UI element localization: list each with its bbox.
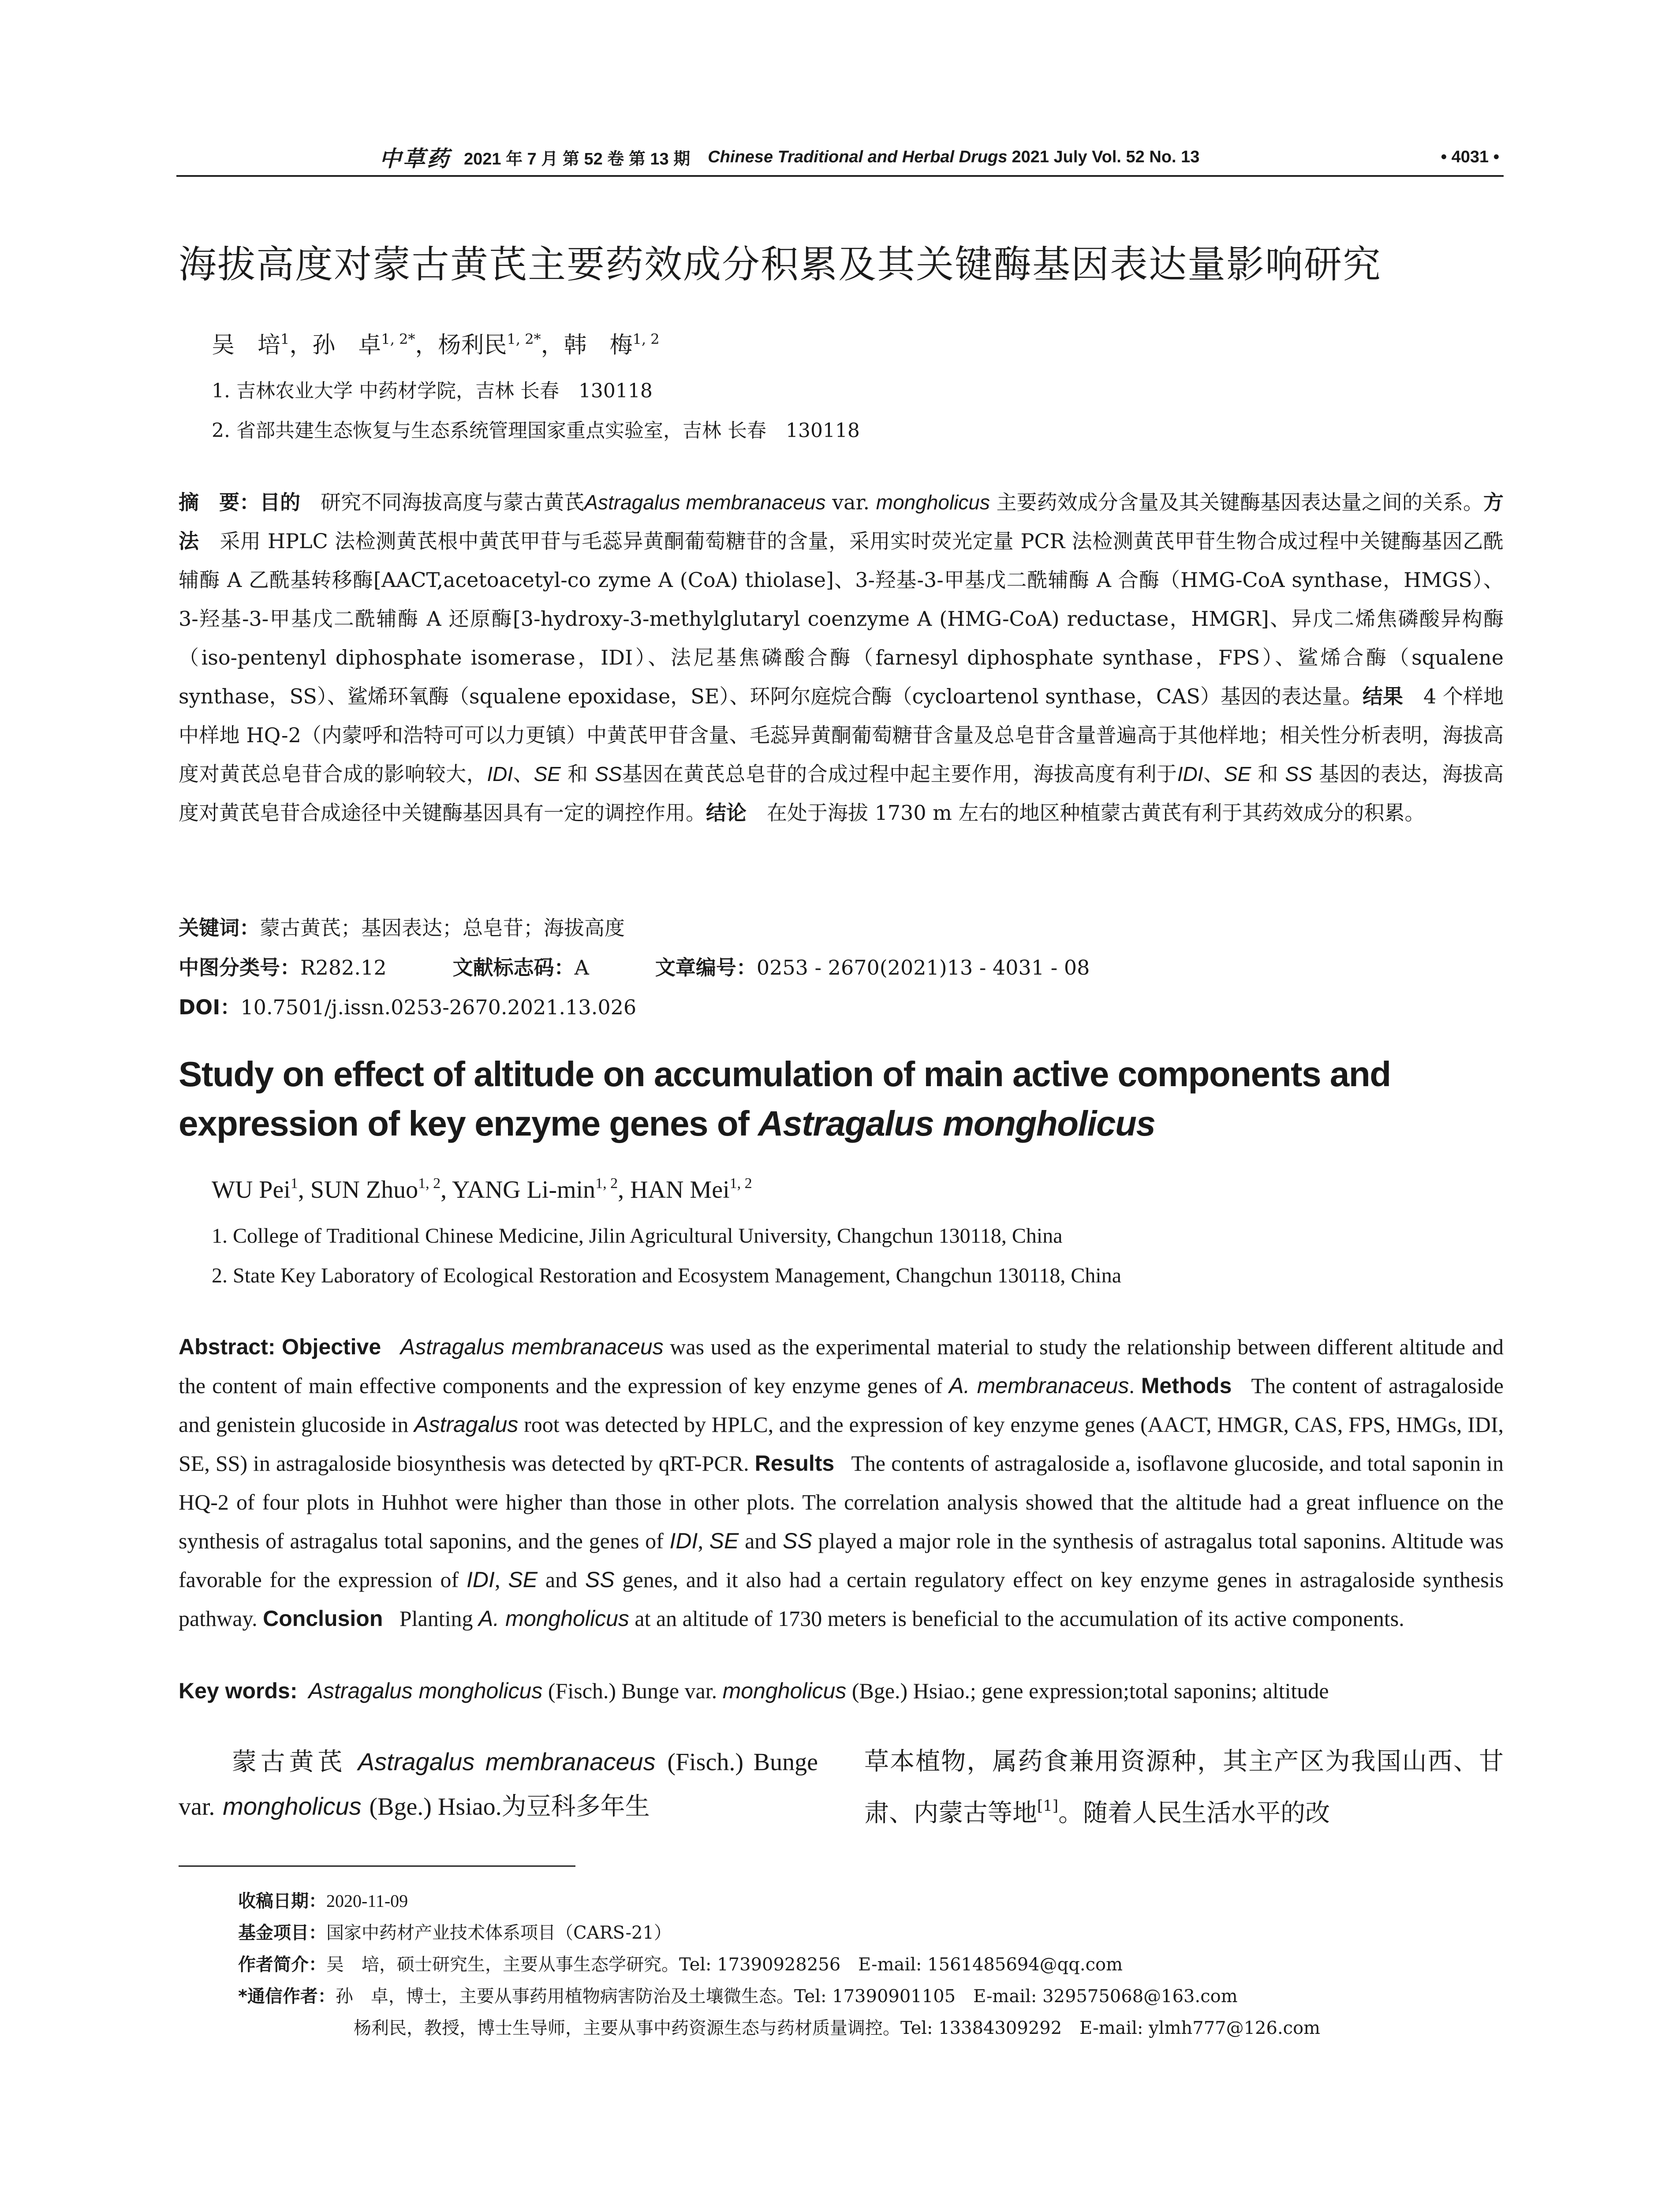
body-left-species: Astragalus membranaceus [358,1748,656,1775]
journal-logo: 中草药 [379,146,451,172]
affiliation-en-1: 1. College of Traditional Chinese Medicine, Jilin Agricultural University, Changchun 130118, China [212,1224,1063,1248]
keywords-en-text-1: (Fisch.) Bunge var. [548,1678,717,1703]
author-sep: , [441,1176,452,1203]
doi-value[interactable]: 10.7501/j.issn.0253-2670.2021.13.026 [240,995,637,1019]
fund-label: 基金项目： [238,1923,326,1943]
author-en: HAN Mei [630,1176,730,1203]
affiliation-en-2: 2. State Key Laboratory of Ecological Restoration and Ecosystem Management, Changchun 130118, China [212,1264,1122,1287]
objective-en-label: Objective [282,1334,381,1359]
authors-cn: 吴 培$^1$，孙 卓$^{1, 2*}$，杨利民$^{1, 2*}$，韩 梅$^{1, 2}$ [212,331,660,359]
title-en-species: Astragalus mongholicus [758,1104,1155,1143]
genus-en: Astragalus [414,1412,519,1437]
author-en: WU Pei [212,1176,291,1203]
results-text-1: 4 个样地中样地 HQ-2（内蒙呼和浩特可可以力更镇）中黄芪甲苷含量、毛蕊异黄酮葡萄糖苷含量及总皂苷含量普遍高于其他样地；相关性分析表明，海拔高度对黄芪总皂苷合成的影响较大， [179,684,1504,786]
results-text-2: 基因在黄芪总皂苷的合成过程中起主要作用，海拔高度有利于 [622,762,1177,786]
author-sup: 1, 2 [595,1175,618,1192]
footnotes [238,1885,1504,2044]
body-left-text-1: (Fisch.) Bunge var. [179,1749,818,1820]
results-label: 结果 [1363,684,1404,708]
keywords-en-label: Key words: [179,1678,298,1703]
author-cn: 韩 梅 [564,332,633,359]
objective-text-2: 主要药效成分含量及其关键酶基因表达量之间的关系。 [996,490,1484,514]
affiliation-cn-1: 1. 吉林农业大学 中药材学院，吉林 长春 130118 [212,380,653,402]
running-header [176,141,1504,172]
journal-name-en: Chinese Traditional and Herbal Drugs [708,147,1008,166]
author-sup: 1, 2* [381,331,415,348]
keywords-en-text-2: (Bge.) Hsiao.; gene expression;total saponins; altitude [851,1678,1329,1703]
article-number-value: 0253 - 2670(2021)13 - 4031 - 08 [756,956,1090,979]
body-left-text-2: (Bge.) Hsiao. [369,1793,502,1820]
gene-idi-en: IDI [467,1567,495,1592]
keywords-text: 蒙古黄芪；基因表达；总皂苷；海拔高度 [260,916,625,940]
classification-line [179,952,1090,981]
keywords-cn [179,912,625,941]
abstract-en-label: Abstract: [179,1334,276,1359]
author-sup: 1 [280,331,290,348]
footnote-received [238,1885,1504,1917]
author-en: SUN Zhuo [310,1176,418,1203]
clc-value: R282.12 [300,956,387,979]
doc-code-value: A [574,956,589,979]
issue-cn: 2021 年 7 月 第 52 卷 第 13 期 [464,149,691,168]
article-number-label: 文章编号： [655,956,757,979]
author-cn: 孙 卓 [312,332,381,359]
gene-ss-en: SS [585,1567,615,1592]
gene-se-en: SE [508,1567,538,1592]
author-cn: 吴 培 [212,332,281,359]
conclusion-species-en: A. mongholicus [478,1606,629,1631]
corresponding-value-1: 孙 卓，博士，主要从事药用植物病害防治及土壤微生态。Tel: 17390901105 E-mail: 329575068@163.com [335,1986,1238,2007]
author-cn: 杨利民 [438,332,507,359]
gene-ss: SS [1285,762,1312,785]
conclusion-en-text-1: Planting [399,1606,473,1631]
body-left-variety: mongholicus [223,1792,362,1820]
conclusion-en-text-2: at an altitude of 1730 meters is beneficial to the accumulation of its active components. [635,1606,1404,1631]
keywords-en [179,1678,1504,1704]
gene-ss-en: SS [783,1529,812,1553]
word-and: 和 [1258,762,1279,786]
separator: 、 [513,762,534,786]
word-and: 和 [567,762,588,786]
doi-line [179,991,636,1020]
results-en-text-3: genes, and it also had a certain regulatory effect on key enzyme genes in astragaloside synthesis pathway. [179,1567,1504,1631]
gene-idi: IDI [1177,762,1203,785]
body-right-text-1: 草本植物，属药食兼用资源种，其主产区为我国山西、甘肃、内蒙古等地 [864,1747,1504,1828]
gene-se: SE [534,762,561,785]
received-value: 2020-11-09 [326,1891,408,1911]
footnote-fund [238,1917,1504,1949]
abstract-cn [179,483,1504,832]
subspecies-name: mongholicus [876,491,990,514]
gene-idi-en: IDI [669,1529,698,1553]
author-sep: , [618,1176,631,1203]
body-left-pre: 蒙古黄芪 [228,1748,347,1776]
footnote-rule [179,1865,575,1867]
abstract-en: Abstract: Objective Astragalus membranaceus was used as the experimental material to study the relationship between different altitude and the content of main effective components and the expression of key enzyme genes of A. membranaceus. Methods The content of astragaloside and genistein glucoside in Astragalus root was detected by HPLC, and the expression of key enzyme genes (AACT, HMGR, CAS, FPS, HMGs, IDI, SE, SS) in astragaloside biosynthesis was detected by qRT-PCR. Results The contents of astragaloside a, isoflavone glucoside, and total saponin in HQ-2 of four plots in Huhhot were higher than those in other plots. The correlation analysis showed that the altitude had a great influence on the synthesis of astragalus total saponins, and the genes of IDI, SE and SS played a major role in the synthesis of astragalus total saponins. Altitude was favorable for the expression of IDI, SE and SS genes, and it also had a certain regulatory effect on key enzyme genes in astragaloside synthesis pathway. Conclusion Planting A. mongholicus at an altitude of 1730 meters is beneficial to the accumulation of its active components. [179,1334,1504,1631]
conclusion-label: 结论 [706,801,747,825]
doc-code-label: 文献标志码： [452,956,575,979]
footnote-corresponding-2 [238,2012,1504,2044]
keywords-label: 关键词： [179,916,260,940]
author-sup: 1, 2 [632,331,660,348]
title-en-text: Study on effect of altitude on accumulation of main active components and expression of key enzyme genes of [179,1054,1391,1143]
methods-text: 采用 HPLC 法检测黄芪根中黄芪甲苷与毛蕊异黄酮葡萄糖苷的含量，采用实时荧光定量 PCR 法检测黄芪甲苷生物合成过程中关键酶基因乙酰辅酶 A 乙酰基转移酶[AACT,acetoacetyl-co zyme A (CoA) thiolase]、3-羟基-3-甲基戊二酰辅酶 A 合酶（HMG-CoA synthase，HMGS）、3-羟基-3-甲基戊二酰辅酶 A 还原酶[3-hydroxy-3-methylglutaryl coenzyme A (HMG-CoA) reductase，HMGR]、异戊二烯焦磷酸异构酶（iso-pentenyl diphosphate isomerase，IDI）、法尼基焦磷酸合酶（farnesyl diphosphate synthase，FPS）、鲨烯合酶（squalene synthase，SS）、鲨烯环氧酶（squalene epoxidase，SE）、环阿尔庭烷合酶（cycloartenol synthase，CAS）基因的表达量。 [179,529,1504,708]
corresponding-label: *通信作者： [238,1986,336,2007]
objective-en-text: was used as the experimental material to study the relationship between different altitude and the content of main effective components and the expression of key enzyme genes of [179,1334,1504,1398]
footnote-corresponding [238,1981,1504,2012]
body-left-text-3: 为豆科多年生 [501,1792,650,1821]
corresponding-value-2: 杨利民，教授，博士生导师，主要从事中药资源生态与药材质量调控。Tel: 13384309292 E-mail: ylmh777@126.com [354,2018,1321,2038]
gene-idi: IDI [487,762,513,785]
author-sup: 1, 2 [418,1175,441,1192]
author-en: YANG Li-min [452,1176,596,1203]
species-abbr-en: A. membranaceus [949,1373,1129,1398]
conclusion-text: 在处于海拔 1730 m 左右的地区种植蒙古黄芪有利于其药效成分的积累。 [767,801,1425,825]
objective-text: 研究不同海拔高度与蒙古黄芪 [321,490,585,514]
body-column-left [179,1740,818,1829]
authors-en [212,1175,752,1204]
species-name-en: Astragalus membranaceus [400,1334,664,1359]
word-and-en: and [745,1529,777,1553]
abstract-label: 摘 要： [179,490,260,514]
objective-label: 目的 [260,490,301,514]
author-sep: , [298,1176,310,1203]
results-text-3: 基因的表达，海拔高度对黄芪皂苷合成途径中关键酶基因具有一定的调控作用。 [179,762,1504,825]
keywords-en-variety: mongholicus [722,1678,847,1703]
keywords-en-species: Astragalus mongholicus [308,1678,543,1703]
separator: 、 [1203,762,1224,786]
citation-ref[interactable]: [1] [1037,1797,1059,1815]
species-name: Astragalus membranaceus [584,491,826,514]
fund-value: 国家中药材产业技术体系项目（CARS-21） [326,1923,672,1943]
author-bio-label: 作者简介： [238,1955,326,1975]
gene-se: SE [1224,762,1251,785]
conclusion-en-label: Conclusion [263,1606,383,1631]
gene-se-en: SE [709,1529,739,1553]
author-sup: 1, 2 [729,1175,752,1192]
author-sup: 1 [290,1175,298,1192]
results-en-text-2: played a major role in the synthesis of astragalus total saponins. Altitude was favorable for the expression of [179,1529,1504,1592]
word-and-en: and [545,1567,578,1592]
issue-en: 2021 July Vol. 52 No. 13 [1012,147,1200,166]
author-sup: 1, 2* [507,331,541,348]
methods-label: 方法 [179,490,1504,553]
methods-en-text-1: The content of astragaloside and genistein glucoside in [179,1373,1504,1437]
methods-en-text-2: root was detected by HPLC, and the expression of key enzyme genes (AACT, HMGR, CAS, FPS, HMGs, IDI, SE, SS) in astragaloside biosynthesis was detected by qRT-PCR. [179,1412,1504,1476]
doi-label: DOI： [179,995,241,1019]
footnote-author [238,1949,1504,1981]
title-en [179,1050,1506,1148]
affiliation-cn-2: 2. 省部共建生态恢复与生态系统管理国家重点实验室，吉林 长春 130118 [212,419,860,442]
clc-label: 中图分类号： [179,956,300,979]
gene-ss: SS [594,762,622,785]
body-column-right [864,1740,1504,1835]
page-number: • 4031 • [1441,147,1499,166]
header-rule [176,175,1504,177]
var-text: var. [832,490,870,514]
body-right-text-2: 。随着人民生活水平的改 [1058,1799,1330,1828]
results-en-label: Results [754,1451,835,1476]
received-label: 收稿日期： [238,1891,326,1911]
title-cn: 海拔高度对蒙古黄芪主要药效成分积累及其关键酶基因表达量影响研究 [179,243,1381,287]
results-en-text-1: The contents of astragaloside a, isoflavone glucoside, and total saponin in HQ-2 of four plots in Huhhot were higher than those in other plots. The correlation analysis showed that the altitude had a great influence on the synthesis of astragalus total saponins, and the genes of [179,1451,1504,1553]
methods-en-label: Methods [1141,1373,1232,1398]
author-bio-value: 吴 培，硕士研究生，主要从事生态学研究。Tel: 17390928256 E-mail: 1561485694@qq.com [326,1955,1123,1975]
